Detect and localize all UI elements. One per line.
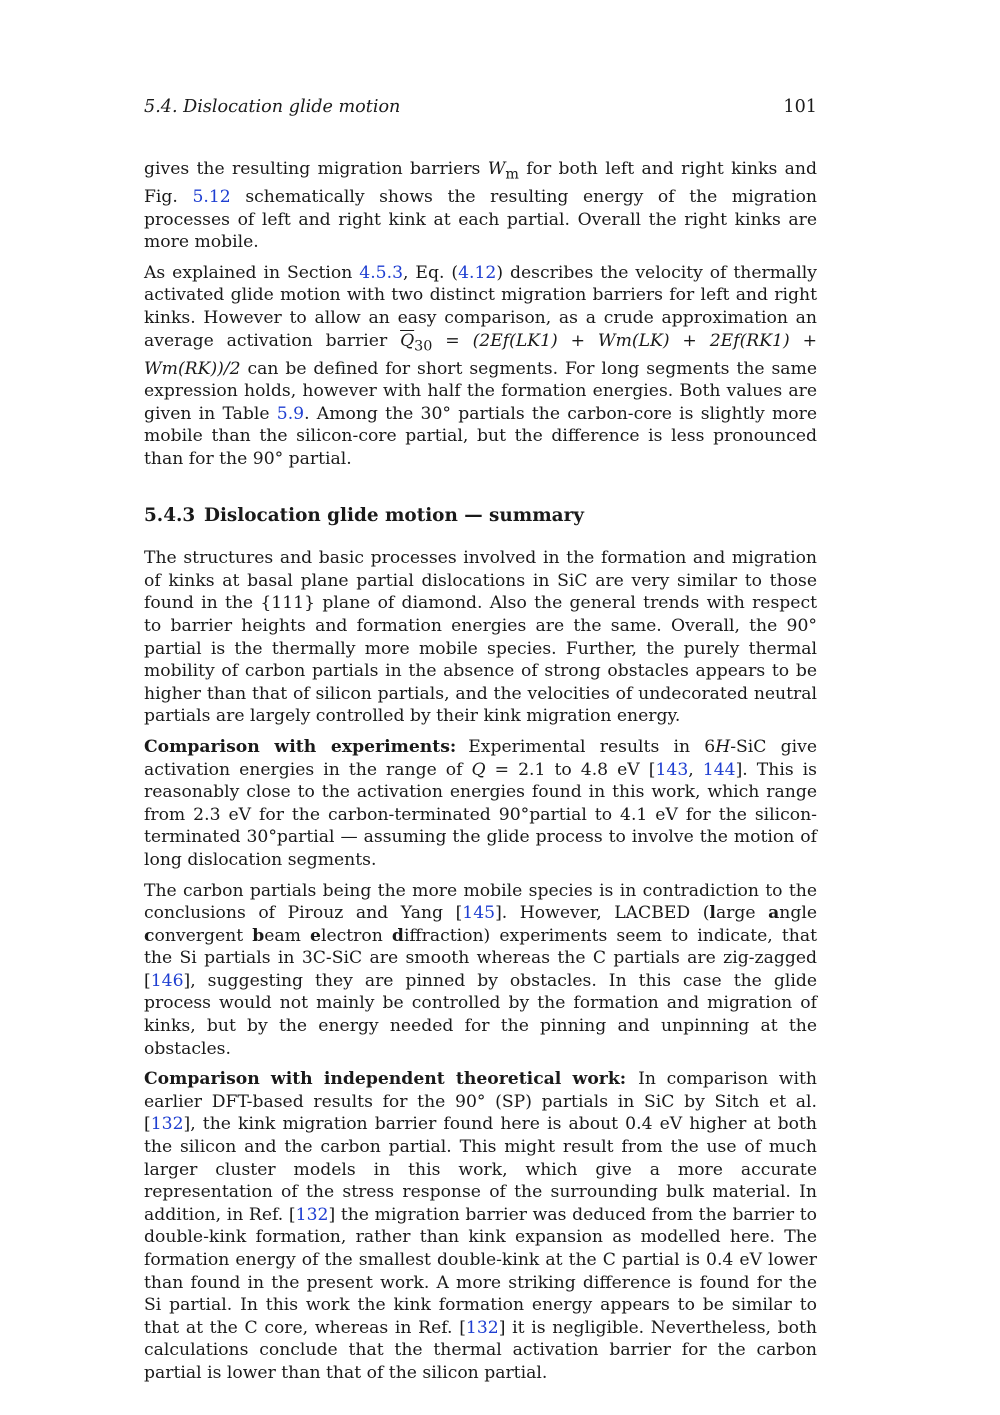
math-q-subscript: 30 [414,338,433,355]
citation-link[interactable]: 132 [295,1204,329,1225]
paragraph-migration-barriers: gives the resulting migration barriers $W_m$ for both left and right kinks and Fig. 5.12 schematically shows the resulting energy of the migration processes of left and right kink at each partial. Overall the right kinks are more mobile. [144,159,817,253]
running-head-title: 5.4. Dislocation glide motion [144,97,401,117]
paragraph-lacbed: The carbon partials being the more mobile species is in contradiction to the conclusions of Pirouz and Yang [145]. However, LACBED (large angle convergent beam electron diffraction) experiments seem to indicate, that the Si partials in 3C-SiC are smooth whereas the C partials are zig-zagged [146], suggesting they are pinned by obstacles. In this case the glide process would not mainly be controlled by the formation and migration of kinks, but by the energy needed for the pinning and unpinning at the obstacles. [144,880,817,1059]
citation-link[interactable]: 146 [150,970,184,991]
equation-link[interactable]: 4.12 [458,262,497,283]
runin-heading-experiments: Comparison with experiments: [144,736,457,757]
paragraph-summary: The structures and basic processes involved in the formation and migration of kinks at basal plane partial dislocations in SiC are very similar to those found in the {111} plane of diamond. Also the general trends with respect to barrier heights and formation energies are the same. Overall, the 90° partial is the thermally more mobile species. Further, the purely thermal mobility of carbon partials in the absence of strong obstacles appears to be higher than that of silicon partials, and the velocities of undecorated neutral partials are largely controlled by their kink migration energy. [144,548,817,727]
section-number: 5.4.3 [144,504,196,526]
citation-link[interactable]: 143 [655,759,689,780]
running-head [144,96,817,126]
page-number: 101 [783,97,817,117]
citation-link[interactable]: 145 [462,903,496,924]
citation-link[interactable]: 132 [465,1317,499,1338]
runin-heading-theory: Comparison with independent theoretical work: [144,1069,627,1090]
average-barrier-formula: = (2Ef(LK1) + Wm(LK) + 2Ef(RK1) + Wm(RK))/2 [144,330,817,379]
citation-link[interactable]: 144 [702,759,736,780]
page [144,96,817,1393]
section-title: Dislocation glide motion — summary [204,504,584,526]
paragraph-experiments: Comparison with experiments: Experimental results in 6H-SiC give activation energies in the range of Q = 2.1 to 4.8 eV [143, 144]. This is reasonably close to the activation energies found in this work, which range from 2.3 eV for the carbon-terminated 90°partial to 4.1 eV for the silicon-terminated 30°partial — assuming the glide process to involve the motion of long dislocation segments. [144,736,818,870]
section-heading [144,505,817,528]
section-link[interactable]: 4.5.3 [359,262,404,283]
table-link[interactable]: 5.9 [276,403,305,424]
math-w-subscript: m [505,166,519,183]
math-q-bar: $\overline{Q}$ [400,330,415,351]
math-w: W [487,159,506,179]
paragraph-theoretical-work: Comparison with independent theoretical work: In comparison with earlier DFT-based results for the 90° (SP) partials in SiC by Sitch et al. [132], the kink migration barrier found here is about 0.4 eV higher at both the silicon and the carbon partial. This might result from the use of much larger cluster models in this work, which give a more accurate representation of the stress response of the surrounding bulk material. In addition, in Ref. [132] the migration barrier was deduced from the barrier to double-kink formation, rather than kink expansion as modelled here. The formation energy of the smallest double-kink at the C partial is 0.4 eV lower than found in the present work. A more striking difference is found for the Si partial. In this work the kink formation energy appears to be similar to that at the C core, whereas in Ref. [132] it is negligible. Nevertheless, both calculations conclude that the thermal activation barrier for the carbon partial is lower than that of the silicon partial. [144,1069,818,1383]
figure-link[interactable]: 5.12 [192,187,231,208]
paragraph-activation-barrier: As explained in Section 4.5.3, Eq. (4.12) describes the velocity of thermally activated glide motion with two distinct migration barriers for left and right kinks. However to allow an easy comparison, as a crude approximation an average activation barrier $\overline{Q}_{30} = (2Ef(LK1) + Wm(LK) + 2Ef(RK1) + Wm(RK))/2$ can be defined for short segments. For long segments the same expression holds, however with half the formation energies. Both values are given in Table 5.9. Among the 30° partials the carbon-core is slightly more mobile than the silicon-core partial, but the difference is less pronounced than for the 90° partial. [144,262,817,469]
citation-link[interactable]: 132 [150,1114,184,1135]
